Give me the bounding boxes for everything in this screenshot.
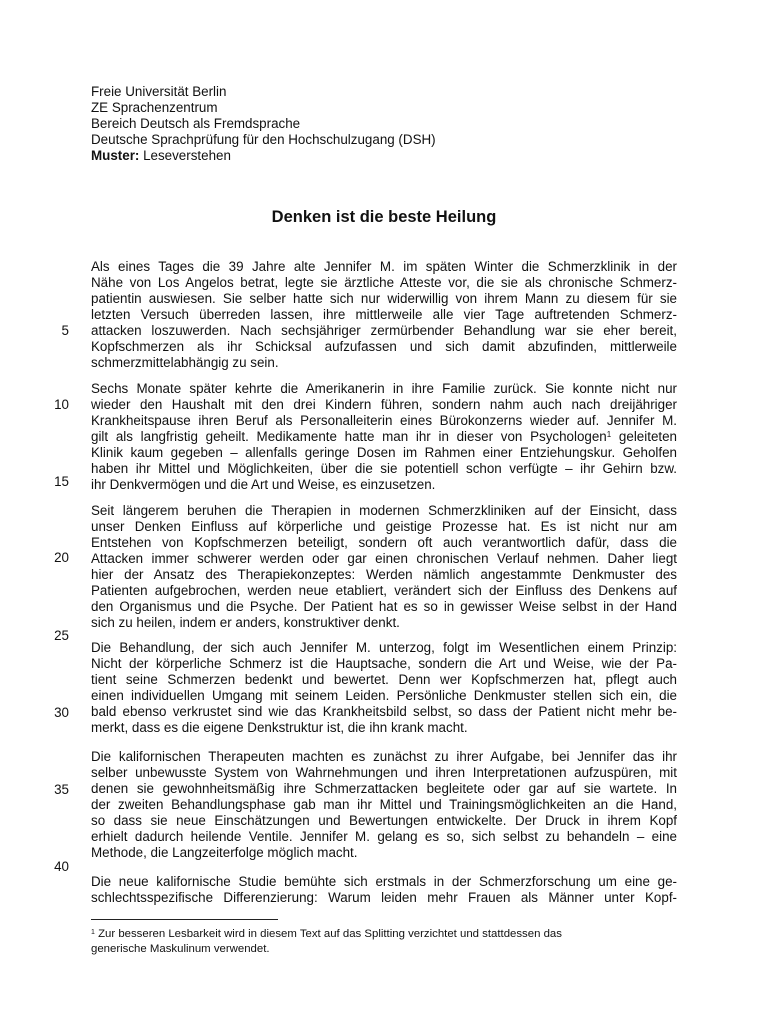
article-title: Denken ist die beste Heilung — [271, 208, 497, 226]
text-line: Als eines Tages die 39 Jahre alte Jennifer M. im späten Winter die Schmerzklinik in der — [91, 259, 677, 274]
footnote-text: Zur besseren Lesbarkeit wird in diesem Text auf das Splitting verzichtet und stattdessen das — [94, 928, 562, 940]
text-line: Seit längerem beruhen die Therapien in modernen Schmerzkliniken auf der Einsicht, dass — [91, 503, 677, 518]
line-number: 40 — [54, 859, 69, 874]
text-line: Kopfschmerzen als ihr Schicksal aufzufassen und sich damit abzufinden, mittlerweile — [91, 339, 677, 354]
footnote-marker: 1 — [91, 929, 95, 936]
line-number: 5 — [61, 323, 69, 338]
institution-name: Freie Universität Berlin — [91, 84, 227, 99]
text-line: Krankheitspause ihren Beruf als Personalleiterin eines Bürokonzerns wieder auf. Jennifer M. — [91, 413, 677, 428]
text-segment: geleiteten — [611, 429, 678, 444]
text-line: Klinik kaum gegeben – allenfalls geringe Dosen im Rahmen einer Entziehungskur. Geholfen — [91, 445, 677, 460]
text-line: haben ihr Mittel und Möglichkeiten, über die sie potentiell schon verfügte – ihr Gehirn bzw. — [91, 461, 677, 476]
footnote-line — [91, 927, 562, 942]
text-line: Methode, die Langzeiterfolge möglich macht. — [91, 845, 358, 860]
text-line: attacken loszuwerden. Nach sechsjähriger zermürbender Behandlung war sie eher bereit, — [91, 323, 677, 338]
text-line: Sechs Monate später kehrte die Amerikanerin in ihre Familie zurück. Sie konnte nicht nur — [91, 381, 677, 396]
line-number: 20 — [54, 550, 69, 565]
muster-value: Leseverstehen — [139, 148, 231, 163]
line-number: 35 — [54, 782, 69, 797]
text-line-with-footnote — [91, 429, 677, 445]
footnote-reference: 1 — [606, 430, 612, 439]
text-line: Attacken immer schwerer werden oder gar einen chronischen Verlauf nehmen. Daher liegt — [91, 551, 677, 566]
text-line: Die neue kalifornische Studie bemühte sich erstmals in der Schmerzforschung um eine ge- — [91, 874, 677, 889]
line-number: 10 — [54, 397, 69, 412]
text-line: letzten Versuch überreden lassen, ihre mittlerweile alle vier Tage auftretenden Schmerz- — [91, 307, 677, 322]
department-name: ZE Sprachenzentrum — [91, 100, 218, 115]
line-number: 15 — [54, 474, 69, 489]
text-line: ihr Denkvermögen und die Art und Weise, es einzusetzen. — [91, 477, 436, 492]
muster-label: Muster: — [91, 148, 140, 163]
exam-name: Deutsche Sprachprüfung für den Hochschulzugang (DSH) — [91, 132, 436, 147]
line-number: 30 — [54, 705, 69, 720]
text-segment: gilt als langfristig geheilt. Medikamente hatte man ihr in dieser von Psychologen — [91, 429, 607, 444]
text-line: Patienten aufgebrochen, werden neue etabliert, verändert sich der Einfluss des Denkens auf — [91, 583, 677, 598]
text-line: einen individuellen Umgang mit seinem Leiden. Persönliche Denkmuster stellen sich ein, die — [91, 688, 677, 703]
footnote-line: generische Maskulinum verwendet. — [91, 943, 270, 955]
text-line: sich zu heilen, indem er anders, konstruktiver denkt. — [91, 615, 400, 630]
text-line: selber unbewusste System von Wahrnehmungen und ihren Interpretationen aufzuspüren, mit — [91, 765, 677, 780]
text-line: bald ebenso verkrustet sind wie das Krankheitsbild selbst, so dass der Patient nicht mehr be- — [91, 704, 677, 719]
text-line: erhielt dadurch heilende Ventile. Jennifer M. gelang es so, sich selbst zu behandeln – eine — [91, 829, 677, 844]
text-line: der zweiten Behandlungsphase gab man ihr Mittel und Trainingsmöglichkeiten an die Hand, — [91, 797, 677, 812]
text-line: Die kalifornischen Therapeuten machten es zunächst zu ihrer Aufgabe, bei Jennifer das ihr — [91, 749, 677, 764]
text-line: schlechtsspezifische Differenzierung: Warum leiden mehr Frauen als Männer unter Kopf- — [91, 890, 677, 905]
text-line: so dass sie neue Einschätzungen und Bewertungen entwickelte. Der Druck in ihrem Kopf — [91, 813, 677, 828]
text-line: patientin auswiesen. Sie selber hatte sich nur widerwillig von ihrem Mann zu diesem für sie — [91, 291, 677, 306]
footnote-separator — [91, 919, 278, 920]
line-number: 25 — [54, 628, 69, 643]
text-line: Die Behandlung, der sich auch Jennifer M. unterzog, folgt im Wesentlichen einem Prinzip: — [91, 640, 677, 655]
text-line: wieder den Haushalt mit den drei Kindern führen, sondern nahm auch nach dreijähriger — [91, 397, 677, 412]
text-line: den Organismus und die Psyche. Der Patient hat es so in gewisser Weise selbst in der Hand — [91, 599, 677, 614]
text-line: Entstehen von Kopfschmerzen beteiligt, sondern oft auch verantwortlich dafür, dass die — [91, 535, 677, 550]
exam-section — [91, 148, 231, 164]
text-line: denen sie gewohnheitsmäßig ihre Schmerzattacken begleitete oder gar auf sie wartete. In — [91, 781, 677, 796]
text-line: tient seine Schmerzen bedenkt und bewertet. Denn wer Kopfschmerzen hat, pflegt auch — [91, 672, 677, 687]
text-line: merkt, dass es die eigene Denkstruktur ist, die ihn krank macht. — [91, 720, 468, 735]
text-line: hier der Ansatz des Therapiekonzeptes: Werden nämlich angestammte Denkmuster des — [91, 567, 677, 582]
division-name: Bereich Deutsch als Fremdsprache — [91, 116, 301, 131]
text-line: Nähe von Los Angelos betrat, legte sie ärztliche Atteste vor, die sie als chronische Schmerz- — [91, 275, 677, 290]
text-line: Nicht der körperliche Schmerz ist die Hauptsache, sondern die Art und Weise, wie der Pa- — [91, 656, 677, 671]
text-line: unser Denken Einfluss auf körperliche und geistige Prozesse hat. Es ist nicht nur am — [91, 519, 677, 534]
text-line: schmerzmittelabhängig zu sein. — [91, 355, 279, 370]
